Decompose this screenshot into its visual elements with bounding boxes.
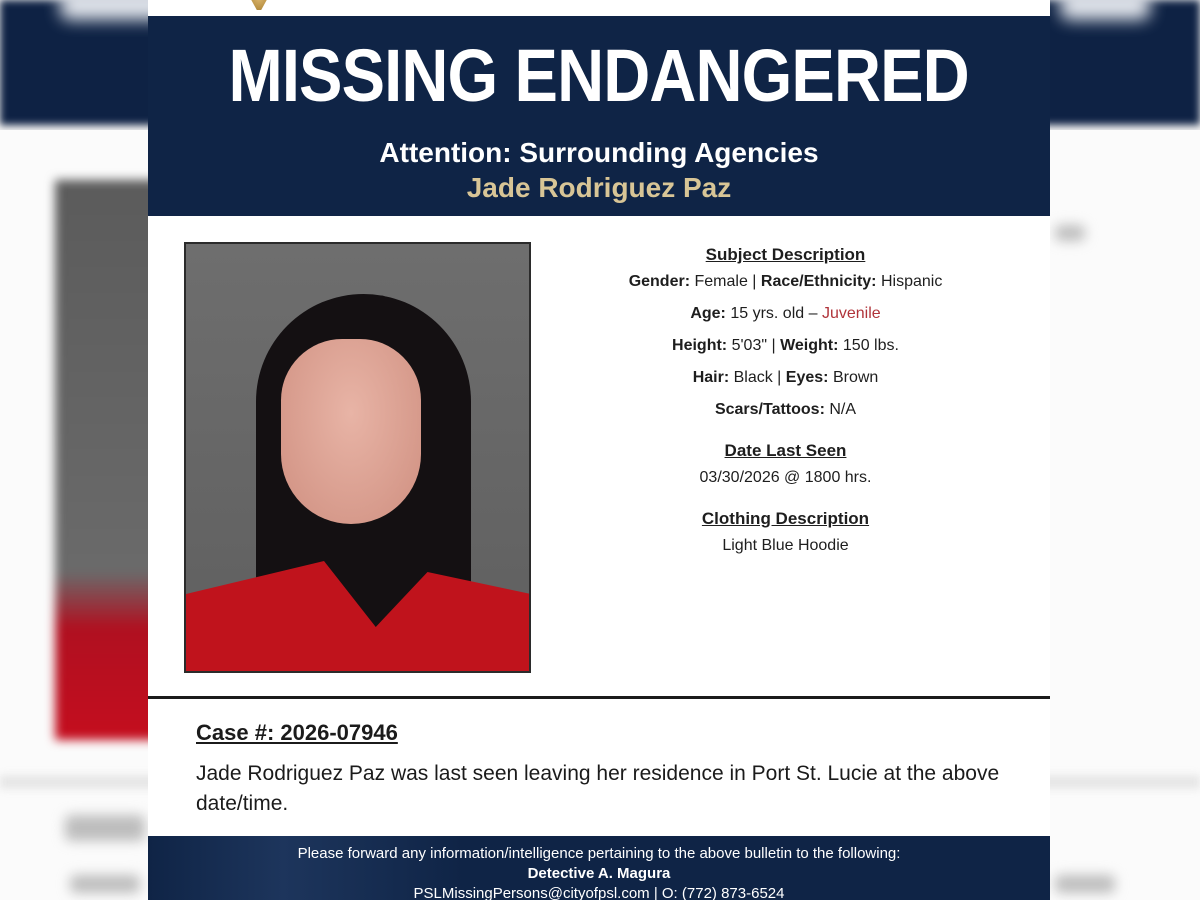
- clothing-section: [588, 508, 983, 562]
- scars-row: [588, 394, 983, 426]
- scars-label: Scars/Tattoos:: [714, 401, 825, 418]
- blurred-top-right: [1060, 0, 1150, 20]
- subject-description: [588, 244, 983, 562]
- blurred-text: [65, 815, 145, 841]
- photo-face: [281, 339, 421, 524]
- logo-strip: [148, 0, 1050, 16]
- flyer-body: [148, 216, 1050, 696]
- gender-race-row: [588, 266, 983, 298]
- subject-photo: [184, 242, 531, 673]
- flyer-header: [148, 16, 1050, 216]
- height-label: Height:: [672, 337, 728, 354]
- age-value: 15 yrs. old –: [730, 305, 818, 322]
- case-section: [148, 699, 1050, 819]
- hair-value: Black: [733, 369, 773, 386]
- age-label: Age:: [690, 305, 726, 322]
- scars-value: N/A: [829, 401, 857, 418]
- hair-eyes-row: [588, 362, 983, 394]
- height-weight-row: [588, 330, 983, 362]
- race-label: Race/Ethnicity:: [760, 273, 877, 290]
- case-number: Case #: 2026-07946: [196, 720, 398, 745]
- separator: |: [752, 273, 757, 290]
- hair-label: Hair:: [692, 369, 730, 386]
- eyes-label: Eyes:: [785, 369, 829, 386]
- separator: |: [777, 369, 782, 386]
- age-row: [588, 298, 983, 330]
- subject-name: Jade Rodriguez Paz: [466, 172, 732, 203]
- gender-value: Female: [694, 273, 748, 290]
- clothing-value: Light Blue Hoodie: [722, 537, 849, 554]
- date-last-seen-heading: Date Last Seen: [724, 441, 847, 460]
- case-narrative: Jade Rodriguez Paz was last seen leaving her residence in Port St. Lucie at the above date/time.: [196, 762, 1000, 815]
- gender-label: Gender:: [628, 273, 691, 290]
- eyes-value: Brown: [832, 369, 879, 386]
- juvenile-status: Juvenile: [821, 305, 881, 322]
- separator: |: [771, 337, 776, 354]
- flyer-title: MISSING ENDANGERED: [228, 34, 970, 117]
- date-last-seen-value: 03/30/2026 @ 1800 hrs.: [699, 469, 872, 486]
- contact-info: PSLMissingPersons@cityofpsl.com | O: (772) 873-6524: [413, 885, 785, 900]
- weight-value: 150 lbs.: [842, 337, 899, 354]
- contact-footer: [148, 836, 1050, 900]
- blurred-text: [1055, 225, 1085, 241]
- blurred-text: [1055, 875, 1115, 893]
- weight-label: Weight:: [780, 337, 839, 354]
- subject-description-heading: Subject Description: [705, 245, 866, 264]
- height-value: 5'03": [731, 337, 768, 354]
- footer-instructions: Please forward any information/intelligence pertaining to the above bulletin to the following:: [297, 845, 901, 862]
- missing-person-flyer: [148, 0, 1050, 900]
- date-last-seen-section: [588, 440, 983, 494]
- clothing-heading: Clothing Description: [701, 509, 870, 528]
- flyer-subtitle: Attention: Surrounding Agencies: [379, 137, 819, 168]
- race-value: Hispanic: [880, 273, 943, 290]
- contact-name: Detective A. Magura: [527, 865, 671, 882]
- blurred-text: [70, 875, 140, 893]
- police-badge-icon: [248, 0, 270, 10]
